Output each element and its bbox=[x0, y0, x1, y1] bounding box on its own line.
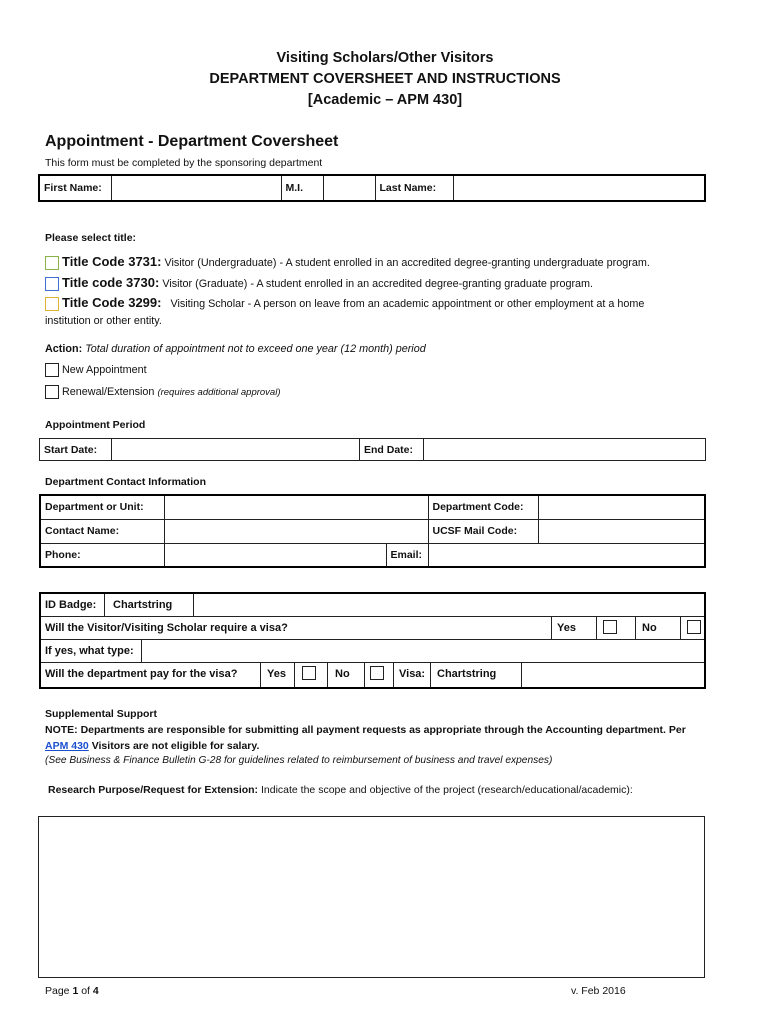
new-appointment-option[interactable] bbox=[45, 363, 147, 377]
email-field[interactable] bbox=[428, 543, 705, 567]
doc-title-line1: Visiting Scholars/Other Visitors bbox=[276, 50, 494, 66]
visa-pay-yes-label: Yes bbox=[267, 668, 286, 680]
supplemental-note: NOTE: Departments are responsible for submitting all payment requests as appropriate through the Accounting department. Per bbox=[45, 724, 686, 736]
end-date-field[interactable] bbox=[424, 439, 706, 461]
title-option-3731[interactable] bbox=[45, 254, 650, 270]
dept-code-label: Department Code: bbox=[428, 495, 538, 519]
dept-unit-label: Department or Unit: bbox=[40, 495, 164, 519]
visa-type-row bbox=[41, 640, 704, 663]
checkbox-title-3730[interactable] bbox=[45, 277, 59, 291]
visa-pay-no-label: No bbox=[335, 668, 350, 680]
supplemental-note-cont bbox=[45, 740, 259, 752]
apm-430-link[interactable]: APM 430 bbox=[45, 740, 89, 752]
supplemental-title: Supplemental Support bbox=[45, 708, 158, 720]
email-label: Email: bbox=[386, 543, 428, 567]
last-name-label: Last Name: bbox=[375, 175, 453, 201]
mail-code-field[interactable] bbox=[538, 519, 705, 543]
visa-required-question: Will the Visitor/Visiting Scholar require a visa? bbox=[45, 622, 288, 634]
section-title: Appointment - Department Coversheet bbox=[45, 133, 339, 150]
mail-code-label: UCSF Mail Code: bbox=[428, 519, 538, 543]
action-label: Action: bbox=[45, 343, 83, 355]
last-name-field[interactable] bbox=[453, 175, 705, 201]
visa-required-no-label: No bbox=[642, 622, 657, 634]
contact-name-label: Contact Name: bbox=[40, 519, 164, 543]
visa-type-label: If yes, what type: bbox=[45, 645, 134, 657]
doc-title-line2: DEPARTMENT COVERSHEET AND INSTRUCTIONS bbox=[209, 71, 561, 87]
checkbox-new-appointment[interactable] bbox=[45, 363, 59, 377]
title-desc-3299-cont: institution or other entity. bbox=[45, 315, 162, 327]
checkbox-visa-pay-yes[interactable] bbox=[302, 666, 316, 680]
phone-field[interactable] bbox=[164, 543, 386, 567]
research-row bbox=[48, 784, 633, 796]
intro-text: This form must be completed by the sponsoring department bbox=[45, 157, 323, 169]
badge-visa-box bbox=[39, 592, 706, 689]
visa-pay-row bbox=[41, 663, 704, 687]
new-appointment-label: New Appointment bbox=[62, 363, 147, 376]
page-total: 4 bbox=[92, 985, 99, 997]
visa-required-yes-label: Yes bbox=[557, 622, 576, 634]
checkbox-visa-required-no[interactable] bbox=[687, 620, 701, 634]
end-date-label: End Date: bbox=[360, 439, 424, 461]
action-row bbox=[45, 343, 426, 355]
research-desc: Indicate the scope and objective of the project (research/educational/academic): bbox=[260, 784, 633, 796]
visa-chartstring-field[interactable] bbox=[522, 663, 702, 686]
mi-label: M.I. bbox=[281, 175, 323, 201]
mi-field[interactable] bbox=[323, 175, 375, 201]
page-of: of bbox=[78, 985, 93, 997]
page-current: 1 bbox=[72, 985, 79, 997]
action-note: Total duration of appointment not to exceed one year (12 month) period bbox=[85, 343, 426, 355]
checkbox-title-3299[interactable] bbox=[45, 297, 59, 311]
research-label: Research Purpose/Request for Extension: bbox=[48, 784, 259, 796]
first-name-label: First Name: bbox=[39, 175, 111, 201]
select-title-label: Please select title: bbox=[45, 232, 137, 244]
title-desc-3299: Visiting Scholar - A person on leave from an academic appointment or other employment at a home bbox=[170, 298, 645, 310]
first-name-field[interactable] bbox=[111, 175, 281, 201]
title-desc-3731: Visitor (Undergraduate) - A student enrolled in an accredited degree-granting undergraduate program. bbox=[164, 257, 650, 269]
checkbox-visa-pay-no[interactable] bbox=[370, 666, 384, 680]
id-badge-label: ID Badge: bbox=[45, 599, 97, 611]
renewal-label: Renewal/Extension bbox=[62, 385, 155, 398]
start-date-field[interactable] bbox=[112, 439, 360, 461]
doc-title-line3: [Academic – APM 430] bbox=[307, 92, 463, 108]
bulletin-note: (See Business & Finance Bulletin G-28 for guidelines related to reimbursement of business and travel expenses) bbox=[45, 755, 553, 766]
research-purpose-textarea[interactable] bbox=[38, 816, 705, 978]
badge-chartstring-field[interactable] bbox=[194, 594, 702, 616]
supplemental-note-b: Visitors are not eligible for salary. bbox=[91, 740, 260, 752]
start-date-label: Start Date: bbox=[40, 439, 112, 461]
contact-table bbox=[39, 494, 706, 568]
title-code-3731: Title Code 3731: bbox=[62, 254, 162, 269]
visa-label: Visa: bbox=[399, 668, 426, 680]
version-label: v. Feb 2016 bbox=[571, 985, 626, 997]
dept-unit-field[interactable] bbox=[164, 495, 428, 519]
page-prefix: Page bbox=[45, 985, 73, 997]
page-number bbox=[45, 985, 99, 997]
appointment-period-table bbox=[39, 438, 706, 461]
phone-label: Phone: bbox=[40, 543, 164, 567]
visa-pay-question: Will the department pay for the visa? bbox=[45, 668, 238, 680]
renewal-option[interactable] bbox=[45, 385, 280, 399]
checkbox-visa-required-yes[interactable] bbox=[603, 620, 617, 634]
visa-chartstring-label: Chartstring bbox=[437, 668, 497, 680]
contact-info-title: Department Contact Information bbox=[45, 476, 207, 488]
title-option-3299[interactable] bbox=[45, 295, 644, 311]
title-code-3730: Title code 3730: bbox=[62, 275, 160, 290]
checkbox-renewal[interactable] bbox=[45, 385, 59, 399]
contact-name-field[interactable] bbox=[164, 519, 428, 543]
visa-type-field[interactable] bbox=[142, 640, 702, 662]
checkbox-title-3731[interactable] bbox=[45, 256, 59, 270]
name-table bbox=[38, 174, 706, 202]
title-code-3299: Title Code 3299: bbox=[62, 295, 162, 310]
appointment-period-title: Appointment Period bbox=[45, 419, 146, 431]
visa-required-row bbox=[41, 617, 704, 640]
renewal-note: (requires additional approval) bbox=[157, 386, 281, 398]
title-desc-3730: Visitor (Graduate) - A student enrolled in an accredited degree-granting graduate program. bbox=[162, 278, 594, 290]
badge-chartstring-label: Chartstring bbox=[113, 599, 173, 611]
title-option-3730[interactable] bbox=[45, 275, 593, 291]
dept-code-field[interactable] bbox=[538, 495, 705, 519]
badge-row bbox=[41, 594, 704, 617]
